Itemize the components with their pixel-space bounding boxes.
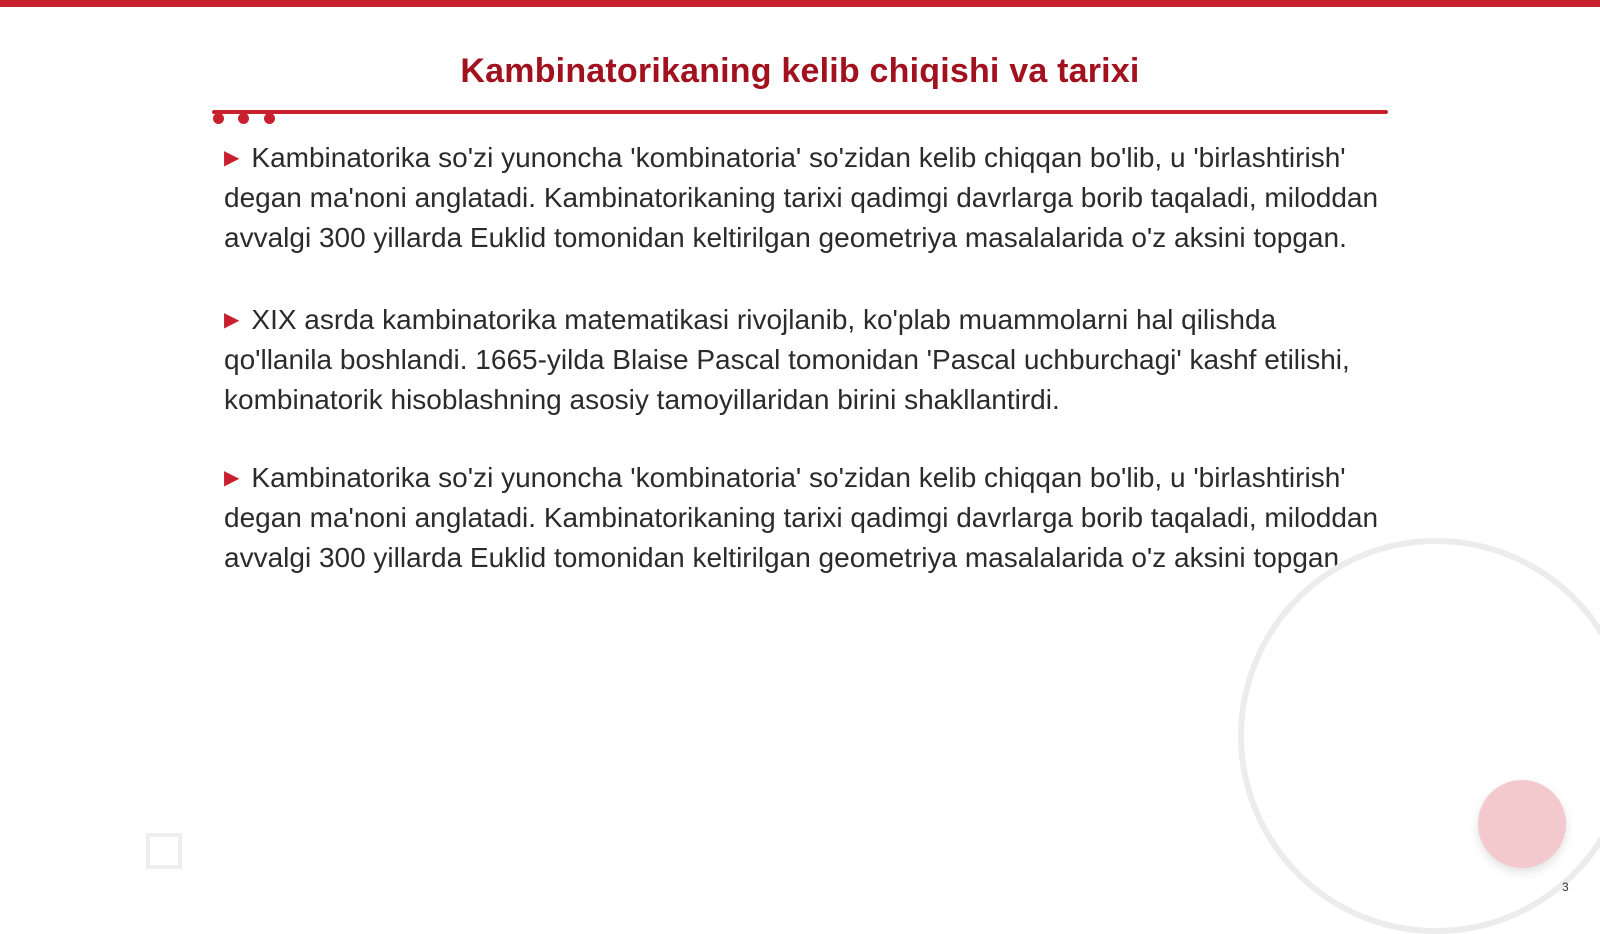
- top-accent-bar: [0, 0, 1600, 7]
- paragraph-1-text: Kambinatorika so'zi yunoncha 'kombinatoria' so'zidan kelib chiqqan bo'lib, u 'birlashtirish' degan ma'noni anglatadi. Kambinatorikaning tarixi qadimgi davrlarga borib taqaladi, miloddan avvalgi 300 yillarda Euklid tomonidan keltirilgan geometriya masalalarida o'z aksini topgan.: [224, 142, 1379, 253]
- right-triangle-bullet-icon: ▶: [224, 309, 240, 331]
- paragraph-2-text: XIX asrda kambinatorika matematikasi rivojlanib, ko'plab muammolarni hal qilishda qo'llanila boshlandi. 1665-yilda Blaise Pascal tomonidan 'Pascal uchburchagi' kashf etilishi, kombinatorik hisoblashning asosiy tamoyillaridan birini shakllantirdi.: [224, 304, 1350, 415]
- right-triangle-bullet-icon: ▶: [224, 467, 240, 489]
- page-number: 3: [1562, 880, 1569, 894]
- slide-content: [224, 138, 1384, 620]
- slide-title: Kambinatorikaning kelib chiqishi va tarixi: [460, 52, 1140, 90]
- paragraph-3: [224, 458, 1384, 578]
- title-underline: [212, 110, 1388, 114]
- paragraph-2: [224, 300, 1384, 420]
- paragraph-1: [224, 138, 1384, 258]
- paragraph-3-text: Kambinatorika so'zi yunoncha 'kombinatoria' so'zidan kelib chiqqan bo'lib, u 'birlashtirish' degan ma'noni anglatadi. Kambinatorikaning tarixi qadimgi davrlarga borib taqaladi, miloddan avvalgi 300 yillarda Euklid tomonidan keltirilgan geometriya masalalarida o'z aksini topgan.: [224, 462, 1379, 573]
- decorative-square: [146, 833, 182, 869]
- decorative-dot-2: [238, 113, 249, 124]
- decorative-pink-circle: [1478, 780, 1566, 868]
- decorative-dot-1: [213, 113, 224, 124]
- right-triangle-bullet-icon: ▶: [224, 147, 240, 169]
- decorative-dot-3: [264, 113, 275, 124]
